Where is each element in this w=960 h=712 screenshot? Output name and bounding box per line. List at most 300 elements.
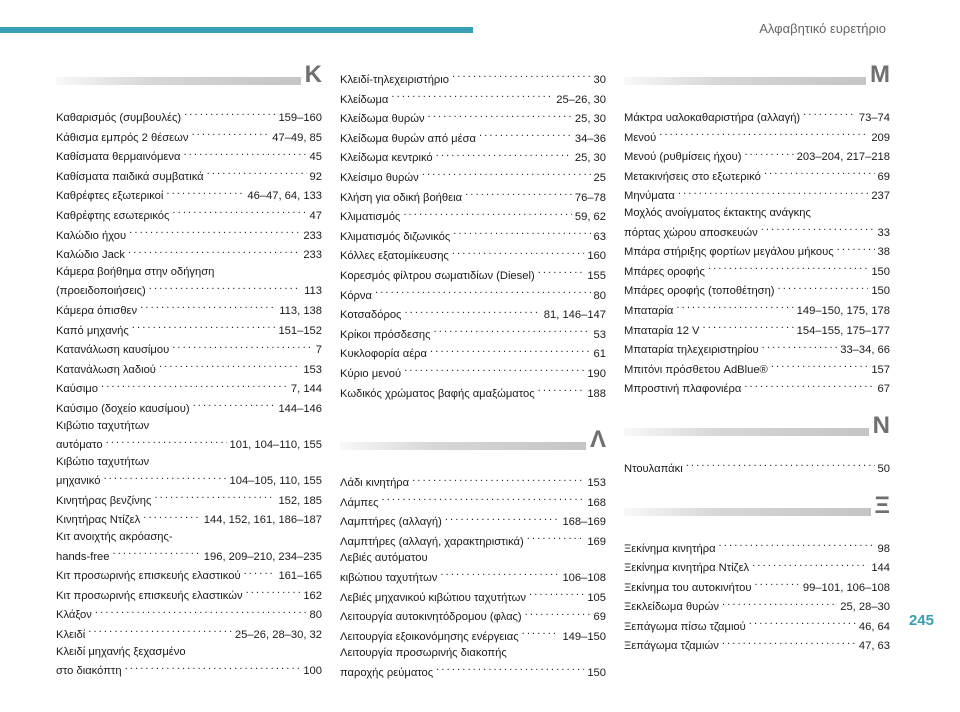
dot-leader <box>522 626 560 640</box>
index-entry-pages: 25–26, 30 <box>556 93 606 106</box>
index-entry-prefix: Μοχλός ανοίγματος έκτακτης ανάγκης <box>624 206 811 219</box>
index-entry-pages: 151–152 <box>278 324 322 337</box>
index-entry-term: hands-free <box>56 550 110 563</box>
index-entry-pages: 47 <box>309 209 322 222</box>
index-entry-term: Μηνύματα <box>624 190 675 203</box>
dot-leader <box>159 359 300 373</box>
index-section-k <box>56 61 322 680</box>
index-entry-prefix: Λεβιές αυτόματου <box>340 552 428 565</box>
index-entry <box>56 339 322 359</box>
index-entry-pages: 149–150, 175, 178 <box>796 304 890 317</box>
dot-leader <box>113 546 201 560</box>
index-entry-term: Καύσιμο <box>56 383 98 396</box>
dot-leader <box>375 285 591 299</box>
index-entry-term: Ξεπάγωμα τζαμιών <box>624 640 719 653</box>
dot-leader <box>191 127 269 141</box>
index-entry-term: Ξεκίνημα κινητήρα Ντίζελ <box>624 562 750 575</box>
index-entry-term: Μπάρες οροφής <box>624 265 705 278</box>
index-entry <box>56 490 322 510</box>
index-entry-pages: 188 <box>587 387 606 400</box>
index-entry-term: στο διακόπτη <box>56 665 122 678</box>
index-entry-pages: 105 <box>587 591 606 604</box>
index-entry <box>56 185 322 205</box>
index-entry-term: Κυκλοφορία αέρα <box>340 348 428 361</box>
index-entry-term: Μπαταρία τηλεχειριστηρίου <box>624 344 759 357</box>
index-entry-pages: 104–105, 110, 155 <box>229 475 322 488</box>
index-entry-term: Κινητήρας βενζίνης <box>56 494 152 507</box>
index-entry-pages: 157 <box>871 363 890 376</box>
dot-leader <box>246 585 301 599</box>
index-entry-pages: 67 <box>877 383 890 396</box>
index-entry-pages: 160 <box>587 250 606 263</box>
dot-leader <box>140 300 276 314</box>
index-entry <box>340 606 606 626</box>
entries-list <box>340 69 606 402</box>
index-entry-pages: 92 <box>309 170 322 183</box>
index-entry-pages: 155 <box>587 269 606 282</box>
index-entry-pages: 153 <box>303 363 322 376</box>
index-entry <box>340 285 606 305</box>
index-entry-term: Κιτ προσωρινής επισκευής ελαστικών <box>56 589 243 602</box>
dot-leader <box>678 185 868 199</box>
index-entry-term: Καθαρισμός (συμβουλές) <box>56 112 182 124</box>
index-entry-term: Μπροστινή πλαφονιέρα <box>624 383 742 396</box>
index-column-1 <box>56 61 322 710</box>
index-entry-pages: 98 <box>877 542 890 555</box>
index-entry-pages: 59, 62 <box>574 211 606 224</box>
index-entry-term: Κωδικός χρώματος βαφής αμαξώματος <box>340 387 535 400</box>
index-entry <box>56 320 322 340</box>
index-entry-term: Κλείδωμα κεντρικό <box>340 152 433 165</box>
index-entry-pages: 106–108 <box>562 572 606 585</box>
index-entry-term: Ξεκίνημα του αυτοκινήτου <box>624 581 752 594</box>
index-entry-prefix: Λειτουργία προσωρινής διακοπής <box>340 647 507 660</box>
index-entry-pages: 69 <box>593 611 606 624</box>
index-entry <box>340 383 606 403</box>
dot-leader <box>428 108 572 122</box>
index-entry-pages: 25, 30 <box>574 152 606 165</box>
index-entry <box>56 660 322 680</box>
index-entry-term: Κύριο μενού <box>340 367 402 380</box>
index-entry-pages: 25–26, 28–30, 32 <box>234 629 322 642</box>
index-entry-pages: 162 <box>303 589 322 602</box>
index-entry-term: Ντουλαπάκι <box>624 462 683 475</box>
index-entry <box>624 596 890 616</box>
index-entry-term: Κλιματισμός διζωνικός <box>340 230 451 243</box>
index-entry <box>340 511 606 531</box>
index-entry-term: Κλείδωμα <box>340 93 389 106</box>
dot-leader <box>764 166 875 180</box>
dot-leader <box>128 244 300 258</box>
index-entry-term: Κλιματισμός <box>340 211 401 224</box>
index-entry-term: Κινητήρας Ντίζελ <box>56 514 141 527</box>
dot-leader <box>686 458 875 472</box>
index-entry-pages: 47–49, 85 <box>272 131 322 144</box>
index-entry-term: Λάδι κινητήρα <box>340 477 410 490</box>
index-entry <box>56 205 322 225</box>
index-entry <box>340 167 606 187</box>
index-entry-pages: 233 <box>303 249 322 262</box>
index-entry-term: Μπαταρία <box>624 304 674 317</box>
index-entry-pages: 209 <box>871 131 890 144</box>
dot-leader <box>525 606 591 620</box>
index-entry-pages: 61 <box>593 348 606 361</box>
dot-leader <box>412 472 584 486</box>
index-entry-pages: 25, 30 <box>574 113 606 126</box>
index-entry-term: Καλώδιο ήχου <box>56 229 127 242</box>
index-entry-pages: 150 <box>871 265 890 278</box>
index-entry <box>340 492 606 512</box>
index-entry <box>56 300 322 320</box>
index-entry <box>340 662 606 682</box>
section-letter: Λ <box>586 430 606 450</box>
index-entry-term: Κάθισμα εμπρός 2 θέσεων <box>56 131 189 144</box>
index-entry-pages: 101, 104–110, 155 <box>229 439 322 452</box>
index-entry-pages: 113, 138 <box>279 304 322 317</box>
dot-leader <box>676 300 793 314</box>
index-entry-pages: 144 <box>871 562 890 575</box>
index-entry-term: Καθρέφτης εσωτερικός <box>56 209 170 222</box>
index-entry-term: Κόλλες εξατομίκευσης <box>340 250 449 263</box>
index-section-m <box>624 61 890 398</box>
index-entry-pages: 168–169 <box>562 516 606 529</box>
index-entry-pages: 63 <box>593 230 606 243</box>
index-entry <box>56 565 322 585</box>
dot-leader <box>452 245 585 259</box>
index-entry-term: Μάκτρα υαλοκαθαριστήρα (αλλαγή) <box>624 112 801 124</box>
index-section-k-continued <box>340 69 606 402</box>
index-entry-pages: 237 <box>871 190 890 203</box>
index-entry-pages: 99–101, 106–108 <box>802 581 890 594</box>
index-entry <box>624 359 890 379</box>
index-section-l <box>340 426 606 682</box>
index-entry-term: Μετακινήσεις στο εξωτερικό <box>624 170 761 183</box>
dot-leader <box>703 320 794 334</box>
index-entry-pages: 25 <box>593 171 606 184</box>
index-entry <box>56 146 322 166</box>
index-entry-pages: 69 <box>877 170 890 183</box>
index-entry-term: μηχανικό <box>56 475 101 488</box>
index-entry <box>624 635 890 655</box>
index-entry-term: Καύσιμο (δοχείο καυσίμου) <box>56 402 190 415</box>
index-entry <box>624 241 890 261</box>
dot-leader <box>434 324 591 338</box>
section-letter-bar <box>56 61 322 88</box>
index-entry-pages: 76–78 <box>574 191 606 204</box>
index-entry <box>56 280 322 300</box>
index-entry-pages: 33 <box>877 226 890 239</box>
entries-list <box>56 107 322 680</box>
index-entry-pages: 80 <box>593 289 606 302</box>
index-entry-term: (προειδοποιήσεις) <box>56 285 146 298</box>
dot-leader <box>244 565 276 579</box>
index-entry <box>340 108 606 128</box>
dot-leader <box>722 596 837 610</box>
index-entry-term: Κλειδί <box>56 629 86 642</box>
index-entry <box>340 69 606 89</box>
index-entry-pages: 81, 146–147 <box>543 309 606 322</box>
index-entry-term: Κλάξον <box>56 609 92 622</box>
dot-leader <box>744 378 874 392</box>
index-entry-term: Κατανάλωση λαδιού <box>56 363 156 376</box>
index-entry-pages: 50 <box>877 462 890 475</box>
index-entry <box>340 587 606 607</box>
dot-leader <box>183 146 306 160</box>
dot-leader <box>391 89 553 103</box>
index-entry-term: Μενού <box>624 131 657 144</box>
index-entry-pages: 196, 209–210, 234–235 <box>203 550 322 563</box>
dot-leader <box>761 222 875 236</box>
index-entry-term: Κορεσμός φίλτρου σωματιδίων (Diesel) <box>340 269 535 282</box>
index-entry-pages: 190 <box>587 367 606 380</box>
index-entry-term: Λειτουργία εξοικονόμησης ενέργειας <box>340 630 519 643</box>
dot-leader <box>744 146 793 160</box>
index-entry <box>340 626 606 646</box>
index-entry-term: Μπάρες οροφής (τοποθέτηση) <box>624 285 775 298</box>
dot-leader <box>719 538 875 552</box>
entries-list <box>624 538 890 656</box>
dot-leader <box>207 166 307 180</box>
dot-leader <box>143 509 201 523</box>
section-letter-bar <box>624 491 890 519</box>
index-entry-term: Κοτσαδόρος <box>340 309 402 322</box>
section-letter: Ξ <box>871 496 890 516</box>
index-entry-prefix: Κιβώτιο ταχυτήτων <box>56 419 150 432</box>
index-entry <box>56 378 322 398</box>
index-entry-term: Λαμπτήρες (αλλαγή, χαρακτηριστικά) <box>340 535 524 548</box>
index-entry <box>340 89 606 109</box>
index-entry <box>624 458 890 478</box>
dot-leader <box>404 304 540 318</box>
index-entry-term: παροχής ρεύματος <box>340 667 434 680</box>
index-entry-term: Μπιτόνι πρόσθετου AdBlue® <box>624 363 768 376</box>
index-entry <box>340 128 606 148</box>
index-entry <box>340 343 606 363</box>
index-entry-pages: 159–160 <box>278 112 322 124</box>
index-entry-pages: 38 <box>877 246 890 259</box>
index-entry <box>56 359 322 379</box>
index-entry-pages: 150 <box>871 285 890 298</box>
index-entry-pages: 150 <box>587 667 606 680</box>
index-entry <box>624 557 890 577</box>
index-entry <box>340 245 606 265</box>
index-entry-term: Μπαταρία 12 V <box>624 324 700 337</box>
index-entry-pages: 80 <box>309 609 322 622</box>
index-entry <box>624 222 890 242</box>
index-entry-pages: 168 <box>587 496 606 509</box>
index-entry-term: Κατανάλωση καυσίμου <box>56 344 170 357</box>
dot-leader <box>149 280 301 294</box>
dot-leader <box>445 511 560 525</box>
dot-leader <box>422 167 591 181</box>
dot-leader <box>453 226 590 240</box>
index-entry <box>56 166 322 186</box>
index-entry-term: Καθίσματα παιδικά συμβατικά <box>56 170 204 183</box>
index-entry-term: Λεβιές μηχανικού κιβώτιου ταχυτήτων <box>340 591 526 604</box>
dot-leader <box>172 339 313 353</box>
index-entry-term: Καπό μηχανής <box>56 324 129 337</box>
index-entry-pages: 47, 63 <box>858 640 890 653</box>
index-entry-term: Κρίκοι πρόσδεσης <box>340 328 431 341</box>
index-entry <box>624 166 890 186</box>
dot-leader <box>125 660 301 674</box>
index-entry-pages: 154–155, 175–177 <box>796 324 890 337</box>
dot-leader <box>103 470 226 484</box>
entries-list <box>624 107 890 398</box>
index-entry-pages: 25, 28–30 <box>840 601 890 614</box>
index-entry <box>56 470 322 490</box>
page-number: 245 <box>908 612 934 629</box>
section-letter: M <box>866 65 890 85</box>
index-entry <box>340 226 606 246</box>
index-entry-term: αυτόματο <box>56 439 103 452</box>
index-entry-term: κιβώτιου ταχυτήτων <box>340 572 438 585</box>
dot-leader <box>803 107 856 121</box>
index-section-n <box>624 411 890 478</box>
index-entry-pages: 144–146 <box>278 402 322 415</box>
index-entry-pages: 100 <box>303 665 322 678</box>
index-entry-pages: 30 <box>593 74 606 86</box>
index-entry <box>624 127 890 147</box>
dot-leader <box>529 587 584 601</box>
dot-leader <box>527 531 585 545</box>
index-entry-term: Μενού (ρυθμίσεις ήχου) <box>624 151 742 164</box>
dot-leader <box>754 577 799 591</box>
index-entry <box>624 300 890 320</box>
dot-leader <box>722 635 856 649</box>
index-entry-term: Λαμπτήρες (αλλαγή) <box>340 516 442 529</box>
index-entry-pages: 7 <box>315 344 322 357</box>
section-letter-bar <box>624 61 890 88</box>
dot-leader <box>193 398 276 412</box>
index-entry-pages: 149–150 <box>562 630 606 643</box>
section-letter-bar <box>624 411 890 439</box>
index-entry-pages: 53 <box>593 328 606 341</box>
dot-leader <box>778 280 869 294</box>
index-entry <box>56 624 322 644</box>
dot-leader <box>184 107 275 121</box>
index-entry-pages: 45 <box>309 151 322 164</box>
index-entry-pages: 46–47, 64, 133 <box>247 190 322 203</box>
index-entry-term: Λάμπες <box>340 496 379 509</box>
index-entry <box>340 187 606 207</box>
index-entry-term: Ξεκίνημα κινητήρα <box>624 542 716 555</box>
dot-leader <box>708 261 868 275</box>
header-accent-bar <box>0 27 473 33</box>
dot-leader <box>837 241 875 255</box>
index-entry-term: Κλειδί-τηλεχειριστήριο <box>340 74 450 86</box>
entries-list <box>624 458 890 478</box>
entries-list <box>340 472 606 682</box>
index-entry-pages: 73–74 <box>858 112 890 124</box>
index-entry-pages: 233 <box>303 229 322 242</box>
index-entry <box>340 147 606 167</box>
index-entry-pages: 33–34, 66 <box>840 344 890 357</box>
index-entry-prefix: Κάμερα βοήθημα στην οδήγηση <box>56 265 215 278</box>
index-entry-prefix: Κιβώτιο ταχυτήτων <box>56 455 150 468</box>
index-entry-term: Κάμερα όπισθεν <box>56 304 138 317</box>
index-entry-term: Κλείσιμο θυρών <box>340 171 419 184</box>
index-entry <box>624 107 890 127</box>
dot-leader <box>440 567 559 581</box>
section-letter: K <box>301 65 322 85</box>
index-column-3 <box>624 61 890 685</box>
index-entry <box>56 398 322 418</box>
dot-leader <box>95 604 307 618</box>
dot-leader <box>106 434 227 448</box>
index-entry <box>340 567 606 587</box>
index-entry <box>624 185 890 205</box>
index-entry-term: Μπάρα στήριξης φορτίων μεγάλου μήκους <box>624 246 834 259</box>
index-entry <box>56 434 322 454</box>
index-entry <box>340 531 606 551</box>
index-entry-term: Κιτ προσωρινής επισκευής ελαστικού <box>56 570 241 583</box>
index-entry-term: Κλήση για οδική βοήθεια <box>340 191 463 204</box>
index-entry-term: Καλώδιο Jack <box>56 249 125 262</box>
index-entry-term: Καθρέφτες εξωτερικοί <box>56 190 164 203</box>
dot-leader <box>172 205 306 219</box>
index-entry <box>340 363 606 383</box>
index-entry <box>624 577 890 597</box>
index-entry-term: πόρτας χώρου αποσκευών <box>624 226 758 239</box>
index-entry <box>624 280 890 300</box>
dot-leader <box>166 185 244 199</box>
index-entry-term: Κόρνα <box>340 289 372 302</box>
index-entry-pages: 161–165 <box>278 570 322 583</box>
dot-leader <box>129 225 300 239</box>
dot-leader <box>452 69 591 83</box>
index-entry <box>56 509 322 529</box>
index-entry <box>624 378 890 398</box>
index-entry <box>624 261 890 281</box>
index-entry <box>56 244 322 264</box>
index-entry-pages: 144, 152, 161, 186–187 <box>203 514 322 527</box>
dot-leader <box>771 359 869 373</box>
index-section-x <box>624 491 890 656</box>
index-entry-pages: 152, 185 <box>278 494 322 507</box>
index-entry <box>340 324 606 344</box>
index-entry-term: Ξεπάγωμα πίσω τζαμιού <box>624 620 746 633</box>
index-entry-term: Λειτουργία αυτοκινητόδρομου (φλας) <box>340 611 522 624</box>
index-entry-term: Ξεκλείδωμα θυρών <box>624 601 719 614</box>
index-entry-pages: 113 <box>304 285 322 298</box>
dot-leader <box>436 662 584 676</box>
index-entry <box>624 320 890 340</box>
index-entry <box>340 304 606 324</box>
dot-leader <box>154 490 275 504</box>
index-entry-term: Κλείδωμα θυρών από μέσα <box>340 132 476 145</box>
index-column-2 <box>340 69 606 712</box>
index-entry-prefix: Κιτ ανοιχτής ακρόασης- <box>56 531 173 544</box>
index-entry <box>340 472 606 492</box>
index-entry-pages: 169 <box>587 535 606 548</box>
index-entry-pages: 46, 64 <box>858 620 890 633</box>
index-entry <box>56 127 322 147</box>
index-entry-term: Καθίσματα θερμαινόμενα <box>56 151 181 164</box>
index-entry-pages: 203–204, 217–218 <box>796 151 890 164</box>
dot-leader <box>430 343 591 357</box>
index-entry <box>56 107 322 127</box>
index-entry-pages: 153 <box>587 477 606 490</box>
dot-leader <box>538 265 585 279</box>
dot-leader <box>88 624 232 638</box>
dot-leader <box>479 128 572 142</box>
dot-leader <box>436 147 572 161</box>
dot-leader <box>752 557 868 571</box>
index-entry <box>340 206 606 226</box>
dot-leader <box>659 127 868 141</box>
dot-leader <box>762 339 838 353</box>
